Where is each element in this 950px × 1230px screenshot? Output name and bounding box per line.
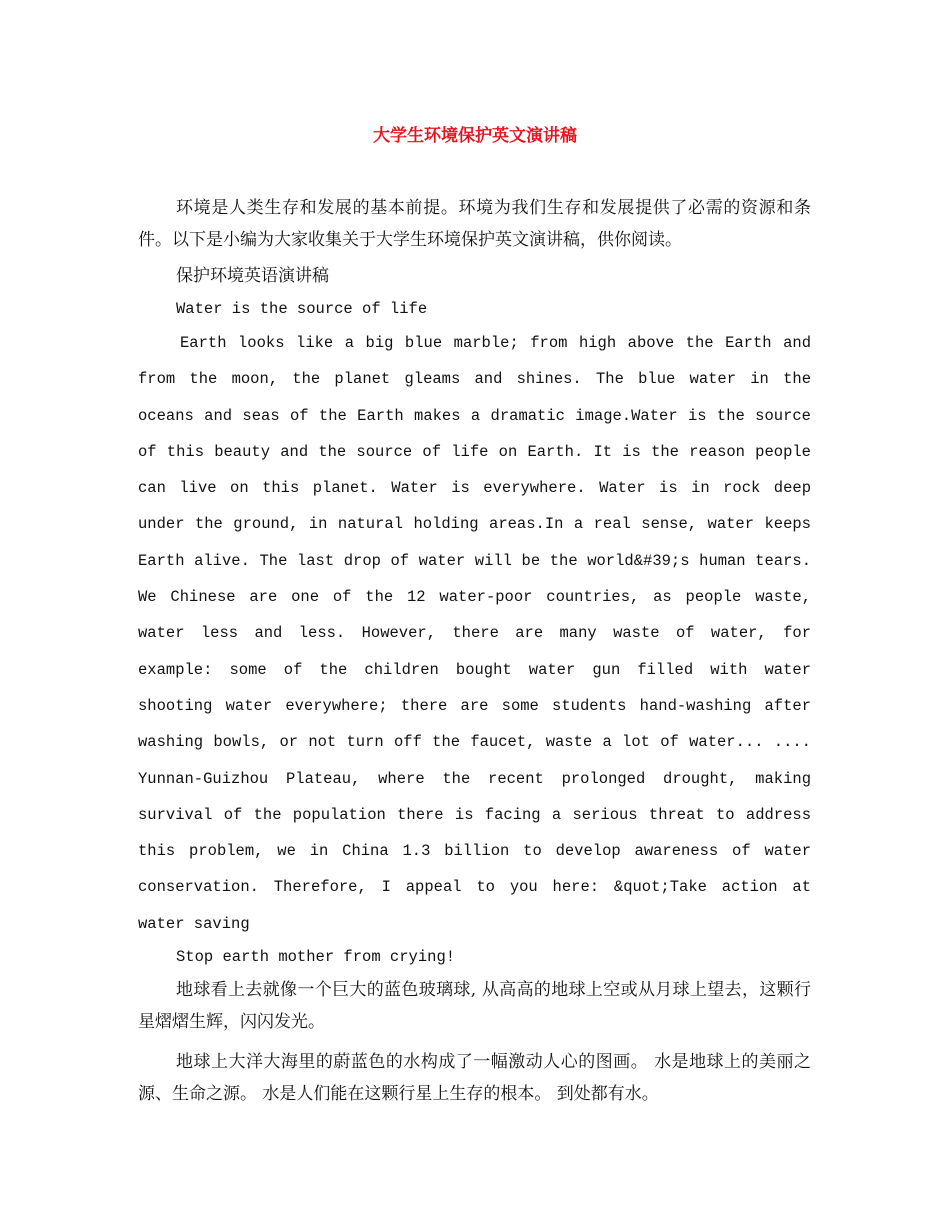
intro-paragraph: 环境是人类生存和发展的基本前提。环境为我们生存和发展提供了必需的资源和条件。以下是小编为大家收集关于大学生环境保护英文演讲稿，供你阅读。 (138, 198, 811, 250)
chinese-paragraph-2: 地球上大洋大海里的蔚蓝色的水构成了一幅激动人心的图画。 水是地球上的美丽之源、生命之源。 水是人们能在这颗行星上生存的根本。 到处都有水。 (138, 1052, 811, 1104)
chinese-subtitle: 保护环境英语演讲稿 (176, 266, 329, 286)
english-body-paragraph: Earth looks like a big blue marble; from high above the Earth and from the moon, the planet gleams and shines. The blue water in the oceans and seas of the Earth makes a dramatic image.Water is the source of this beauty and the source of life on Earth. It is the reason people can live on this planet. Water is everywhere. Water is in rock deep under the ground, in natural holding areas.In a real sense, water keeps Earth alive. The last drop of water will be the world&#39;s human tears. We Chinese are one of the 12 water-poor countries, as people waste, water less and less. However, there are many waste of water, for example: some of the children bought water gun filled with water shooting water everywhere; there are some students hand-washing after washing bowls, or not turn off the faucet, waste a lot of water... .... Yunnan-Guizhou Plateau, where the recent prolonged drought, making survival of the population there is facing a serious threat to address this problem, we in China 1.3 billion to develop awareness of water conservation. Therefore, I appeal to you here: &quot;Take action at water saving (138, 334, 811, 933)
english-heading: Water is the source of life (176, 300, 428, 318)
document-title: 大学生环境保护英文演讲稿 (373, 126, 577, 146)
english-closing-line: Stop earth mother from crying! (176, 948, 456, 966)
chinese-paragraph-1: 地球看上去就像一个巨大的蓝色玻璃球, 从高高的地球上空或从月球上望去，这颗行星熠熠生辉，闪闪发光。 (138, 980, 811, 1032)
